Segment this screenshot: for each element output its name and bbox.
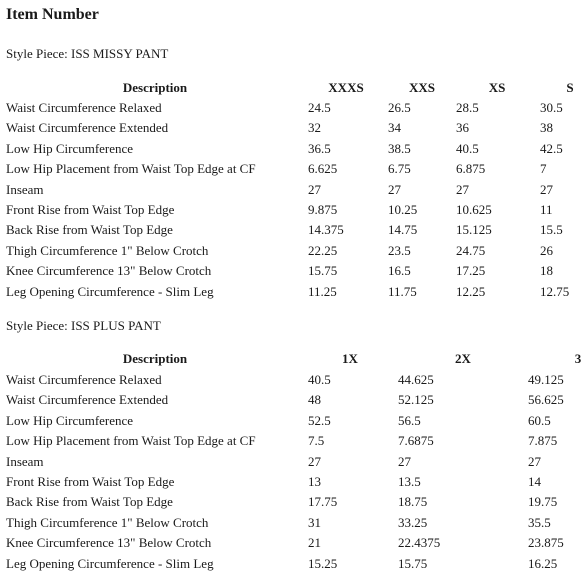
measurement-value: 6.875 bbox=[456, 161, 486, 177]
measurement-value: 23.5 bbox=[388, 242, 411, 258]
measurement-value: 27 bbox=[388, 181, 401, 197]
document-title: Item Number bbox=[6, 6, 99, 23]
measurement-value: 24.5 bbox=[308, 100, 331, 115]
measurement-label: Leg Opening Circumference - Slim Leg bbox=[6, 555, 214, 571]
measurement-value: 28.5 bbox=[456, 100, 479, 115]
measurement-value: 35.5 bbox=[528, 514, 551, 530]
measurement-label: Front Rise from Waist Top Edge bbox=[6, 474, 175, 489]
measurement-value: 44.625 bbox=[398, 372, 434, 387]
measurement-label: Knee Circumference 13" Below Crotch bbox=[6, 263, 212, 279]
measurement-label: Thigh Circumference 1" Below Crotch bbox=[6, 242, 209, 258]
measurement-value: 9.875 bbox=[308, 202, 338, 217]
measurement-label: Low Hip Placement from Waist Top Edge at CF bbox=[6, 161, 256, 177]
measurement-value: 15.125 bbox=[456, 222, 492, 238]
missy-style-label: Style Piece: ISS MISSY PANT bbox=[6, 46, 169, 61]
measurement-value: 40.5 bbox=[456, 140, 479, 156]
measurement-value: 14 bbox=[528, 474, 541, 489]
measurement-value: 40.5 bbox=[308, 372, 331, 387]
measurement-value: 14.75 bbox=[388, 222, 418, 238]
size-header: XXXS bbox=[328, 80, 364, 95]
measurement-value: 52.125 bbox=[398, 392, 434, 408]
measurement-value: 27 bbox=[308, 181, 321, 197]
measurement-label: Waist Circumference Extended bbox=[6, 392, 169, 408]
size-header: S bbox=[566, 80, 574, 95]
measurement-value: 56.625 bbox=[528, 392, 564, 408]
measurement-value: 30.5 bbox=[540, 100, 563, 115]
measurement-value: 7 bbox=[540, 161, 547, 177]
description-header: Description bbox=[122, 80, 188, 95]
measurement-label: Thigh Circumference 1" Below Crotch bbox=[6, 514, 209, 530]
measurement-value: 6.625 bbox=[308, 161, 338, 177]
measurement-value: 27 bbox=[528, 453, 541, 469]
measurement-value: 52.5 bbox=[308, 412, 331, 428]
measurement-value: 36 bbox=[456, 120, 469, 136]
measurement-value: 31 bbox=[308, 514, 321, 530]
measurement-value: 38.5 bbox=[388, 140, 411, 156]
description-header: Description bbox=[122, 351, 188, 366]
measurement-value: 34 bbox=[388, 120, 401, 136]
measurement-value: 13.5 bbox=[398, 474, 421, 489]
measurement-value: 15.75 bbox=[308, 263, 338, 279]
measurement-value: 22.4375 bbox=[398, 535, 441, 551]
size-header: 3 bbox=[574, 351, 581, 366]
measurement-label: Waist Circumference Relaxed bbox=[6, 372, 162, 387]
measurement-label: Low Hip Circumference bbox=[6, 140, 134, 156]
measurement-value: 12.25 bbox=[456, 283, 486, 299]
measurement-value: 11.25 bbox=[308, 283, 337, 299]
measurement-value: 13 bbox=[308, 474, 321, 489]
size-header: XXS bbox=[408, 80, 436, 95]
measurement-label: Low Hip Circumference bbox=[6, 412, 134, 428]
measurement-value: 10.625 bbox=[456, 202, 492, 217]
measurement-value: 24.75 bbox=[456, 242, 486, 258]
measurement-value: 27 bbox=[398, 453, 411, 469]
measurement-label: Waist Circumference Relaxed bbox=[6, 100, 162, 115]
measurement-value: 17.25 bbox=[456, 263, 486, 279]
measurement-value: 6.75 bbox=[388, 161, 411, 177]
measurement-value: 27 bbox=[456, 181, 469, 197]
measurement-value: 7.875 bbox=[528, 433, 558, 449]
measurement-value: 14.375 bbox=[308, 222, 344, 238]
measurement-value: 33.25 bbox=[398, 514, 428, 530]
measurement-value: 7.5 bbox=[308, 433, 325, 449]
measurement-label: Front Rise from Waist Top Edge bbox=[6, 202, 175, 217]
measurement-value: 7.6875 bbox=[398, 433, 434, 449]
measurement-value: 11.75 bbox=[388, 283, 417, 299]
measurement-value: 15.75 bbox=[398, 555, 428, 571]
size-header: 1X bbox=[342, 351, 358, 366]
measurement-label: Leg Opening Circumference - Slim Leg bbox=[6, 283, 214, 299]
measurement-label: Waist Circumference Extended bbox=[6, 120, 169, 136]
measurement-value: 36.5 bbox=[308, 140, 331, 156]
measurement-value: 49.125 bbox=[528, 372, 564, 387]
measurement-value: 10.25 bbox=[388, 202, 418, 217]
measurement-value: 16.25 bbox=[528, 555, 558, 571]
measurement-label: Low Hip Placement from Waist Top Edge at CF bbox=[6, 433, 256, 449]
measurement-value: 38 bbox=[540, 120, 553, 136]
measurement-label: Back Rise from Waist Top Edge bbox=[6, 222, 173, 238]
plus-style-label: Style Piece: ISS PLUS PANT bbox=[6, 318, 161, 333]
measurement-value: 27 bbox=[540, 181, 553, 197]
measurement-value: 16.5 bbox=[388, 263, 411, 279]
measurement-value: 17.75 bbox=[308, 494, 338, 510]
measurement-value: 56.5 bbox=[398, 412, 421, 428]
measurement-value: 48 bbox=[308, 392, 321, 408]
measurement-value: 18 bbox=[540, 263, 553, 279]
measurement-label: Back Rise from Waist Top Edge bbox=[6, 494, 173, 510]
measurement-value: 26 bbox=[540, 242, 553, 258]
measurement-value: 27 bbox=[308, 453, 321, 469]
size-header: 2X bbox=[455, 351, 471, 366]
measurement-value: 21 bbox=[308, 535, 321, 551]
measurement-value: 26.5 bbox=[388, 100, 411, 115]
measurement-value: 32 bbox=[308, 120, 321, 136]
measurement-label: Knee Circumference 13" Below Crotch bbox=[6, 535, 212, 551]
measurement-value: 60.5 bbox=[528, 412, 551, 428]
measurement-value: 15.5 bbox=[540, 222, 563, 238]
size-header: XS bbox=[488, 80, 506, 95]
measurement-value: 18.75 bbox=[398, 494, 428, 510]
measurement-value: 22.25 bbox=[308, 242, 338, 258]
measurement-value: 12.75 bbox=[540, 283, 570, 299]
measurement-value: 23.875 bbox=[528, 535, 564, 551]
measurement-value: 11 bbox=[540, 202, 553, 217]
measurement-value: 42.5 bbox=[540, 140, 563, 156]
measurement-value: 19.75 bbox=[528, 494, 558, 510]
measurement-value: 15.25 bbox=[308, 555, 338, 571]
measurement-label: Inseam bbox=[6, 453, 44, 469]
measurement-label: Inseam bbox=[6, 181, 44, 197]
